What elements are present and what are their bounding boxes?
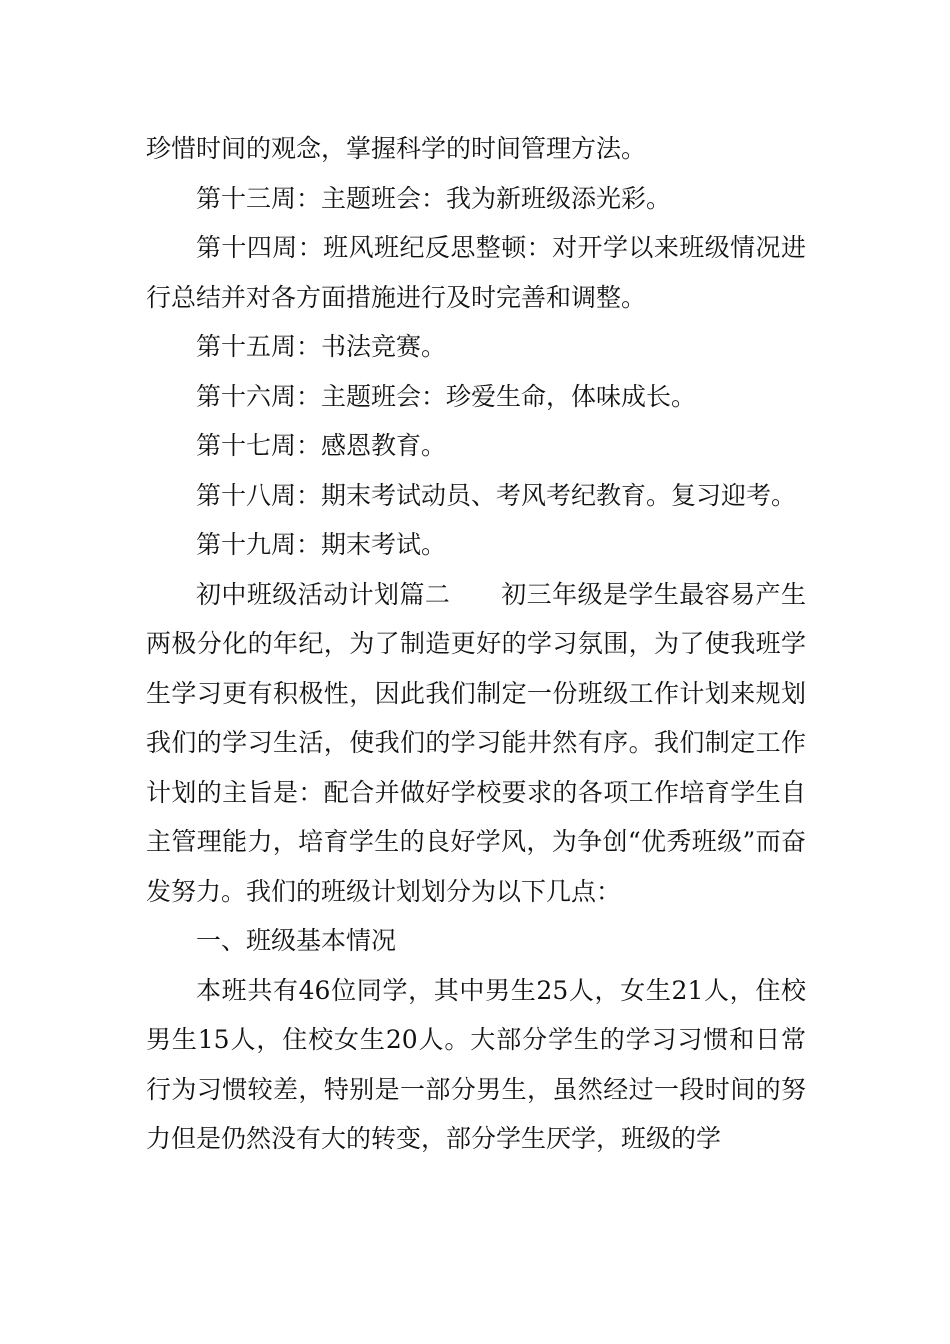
document-page xyxy=(146,124,806,1164)
section-heading-class-basics: 一、班级基本情况 xyxy=(196,926,397,955)
paragraph-week-15: 第十五周：书法竞赛。 xyxy=(196,332,447,361)
paragraph-week-17: 第十七周：感恩教育。 xyxy=(196,431,447,460)
paragraph-week-14: 第十四周：班风班纪反思整顿：对开学以来班级情况进行总结并对各方面措施进行及时完善和调整。 xyxy=(146,233,806,312)
paragraph-continuation: 珍惜时间的观念，掌握科学的时间管理方法。 xyxy=(146,134,647,163)
paragraph-plan-two-intro: 初中班级活动计划篇二 初三年级是学生最容易产生两极分化的年纪，为了制造更好的学习氛围，为了使我班学生学习更有积极性，因此我们制定一份班级工作计划来规划我们的学习生活，使我们的学习能井然有序。我们制定工作计划的主旨是：配合并做好学校要求的各项工作培育学生自主管理能力，培育学生的良好学风，为争创“优秀班级”而奋发努力。我们的班级计划划分为以下几点： xyxy=(146,579,806,906)
paragraph-week-19: 第十九周：期末考试。 xyxy=(196,530,447,559)
paragraph-class-basics: 本班共有46位同学，其中男生25人，女生21人，住校男生15人，住校女生20人。大部分学生的学习习惯和日常行为习惯较差，特别是一部分男生，虽然经过一段时间的努力但是仍然没有大的转变，部分学生厌学，班级的学 xyxy=(146,975,806,1153)
paragraph-week-13: 第十三周：主题班会：我为新班级添光彩。 xyxy=(196,183,672,213)
paragraph-week-18: 第十八周：期末考试动员、考风考纪教育。复习迎考。 xyxy=(196,480,797,510)
paragraph-week-16: 第十六周：主题班会：珍爱生命，体味成长。 xyxy=(196,381,697,411)
